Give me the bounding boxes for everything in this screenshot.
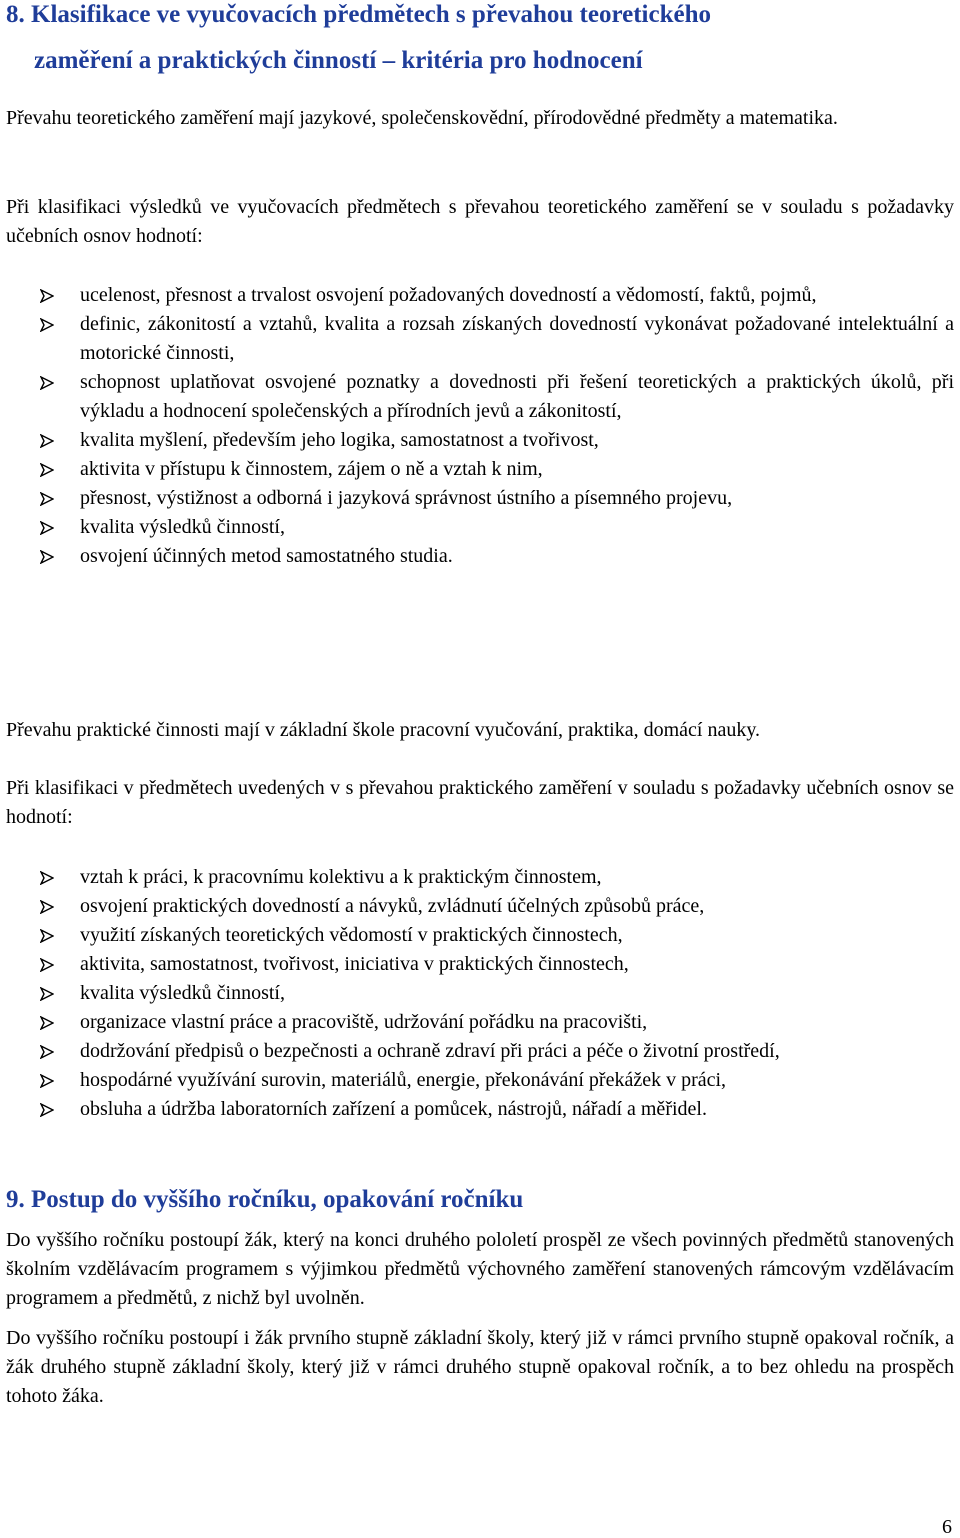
arrow-bullet-icon xyxy=(40,492,54,506)
theory-criteria-intro: Při klasifikaci výsledků ve vyučovacích předmětech s převahou teoretického zaměření se v souladu s požadavky učebních osnov hodnotí: xyxy=(6,196,954,247)
promotion-paragraph-1: Do vyššího ročníku postoupí žák, který na konci druhého pololetí prospěl ze všech povinných předmětů stanovených školním vzdělávacím programem s výjimkou předmětů výchovného zaměření stanovených rámcovým vzdělávacím programem a předmětů, z nichž byl uvolněn. xyxy=(6,1229,954,1309)
arrow-bullet-icon xyxy=(40,871,54,885)
page-number: 6 xyxy=(942,1516,952,1538)
theory-criteria-item-text: definic, zákonitostí a vztahů, kvalita a rozsah získaných dovedností vykonávat požadované intelektuální a motorické činnosti, xyxy=(80,313,954,364)
practical-criteria-item-text: osvojení praktických dovedností a návyků, zvládnutí účelných způsobů práce, xyxy=(80,895,705,917)
arrow-bullet-icon xyxy=(40,1074,54,1088)
theory-criteria-item xyxy=(0,542,960,571)
arrow-bullet-icon xyxy=(40,900,54,914)
section-8-heading xyxy=(6,0,711,38)
arrow-bullet-icon xyxy=(40,958,54,972)
theory-criteria-item xyxy=(0,513,960,542)
practical-criteria-item xyxy=(0,1037,960,1066)
theory-criteria-item xyxy=(0,484,960,513)
arrow-bullet-icon xyxy=(40,463,54,477)
section-9-title: Postup do vyššího ročníku, opakování ročníku xyxy=(31,1186,524,1213)
section-9-number: 9. xyxy=(6,1186,25,1213)
arrow-bullet-icon xyxy=(40,1045,54,1059)
practical-criteria-item-text: vztah k práci, k pracovnímu kolektivu a k praktickým činnostem, xyxy=(80,866,602,888)
theory-criteria-item-text: přesnost, výstižnost a odborná i jazyková správnost ústního a písemného projevu, xyxy=(80,487,733,509)
arrow-bullet-icon xyxy=(40,521,54,535)
arrow-bullet-icon xyxy=(40,1016,54,1030)
practical-criteria-list xyxy=(0,863,960,1124)
theory-criteria-item-text: ucelenost, přesnost a trvalost osvojení požadovaných dovedností a vědomostí, faktů, pojmů, xyxy=(80,284,817,306)
section-9-heading xyxy=(6,1177,523,1223)
theory-criteria-item-text: schopnost uplatňovat osvojené poznatky a dovednosti při řešení teoretických a praktických úkolů, při výkladu a hodnocení společenských a přírodních jevů a zákonitostí, xyxy=(80,371,954,422)
practical-criteria-item xyxy=(0,1095,960,1124)
theory-criteria-item xyxy=(0,368,960,426)
theory-criteria-item-text: kvalita myšlení, především jeho logika, samostatnost a tvořivost, xyxy=(80,429,599,451)
arrow-bullet-icon xyxy=(40,1103,54,1117)
practical-criteria-intro: Při klasifikaci v předmětech uvedených v s převahou praktického zaměření v souladu s požadavky učebních osnov se hodnotí: xyxy=(6,777,954,828)
practical-criteria-item xyxy=(0,950,960,979)
arrow-bullet-icon xyxy=(40,289,54,303)
theory-criteria-item xyxy=(0,310,960,368)
practical-intro-paragraph: Převahu praktické činnosti mají v základní škole pracovní vyučování, praktika, domácí nauky. xyxy=(6,719,761,741)
arrow-bullet-icon xyxy=(40,929,54,943)
theory-criteria-item xyxy=(0,455,960,484)
promotion-paragraph-2: Do vyššího ročníku postoupí i žák prvního stupně základní školy, který již v rámci prvního stupně opakoval ročník, a žák druhého stupně základní školy, který již v rámci druhého stupně opakoval ročník, a to bez ohledu na prospěch tohoto žáka. xyxy=(6,1327,954,1407)
theory-criteria-item xyxy=(0,426,960,455)
practical-criteria-item-text: aktivita, samostatnost, tvořivost, iniciativa v praktických činnostech, xyxy=(80,953,629,975)
practical-criteria-item-text: kvalita výsledků činností, xyxy=(80,982,285,1004)
theory-criteria-item xyxy=(0,281,960,310)
section-8-number: 8. xyxy=(6,1,25,28)
theory-criteria-item-text: kvalita výsledků činností, xyxy=(80,516,285,538)
arrow-bullet-icon xyxy=(40,318,54,332)
practical-criteria-item xyxy=(0,1066,960,1095)
arrow-bullet-icon xyxy=(40,550,54,564)
section-8-title-line1: Klasifikace ve vyučovacích předmětech s převahou teoretického xyxy=(31,1,711,28)
practical-criteria-item xyxy=(0,892,960,921)
arrow-bullet-icon xyxy=(40,987,54,1001)
practical-criteria-item-text: dodržování předpisů o bezpečnosti a ochraně zdraví při práci a péče o životní prostředí, xyxy=(80,1040,780,1062)
theory-criteria-item-text: osvojení účinných metod samostatného studia. xyxy=(80,545,453,567)
practical-criteria-item-text: obsluha a údržba laboratorních zařízení a pomůcek, nástrojů, nářadí a měřidel. xyxy=(80,1098,707,1120)
theory-criteria-list xyxy=(0,281,960,571)
arrow-bullet-icon xyxy=(40,434,54,448)
theory-intro-paragraph: Převahu teoretického zaměření mají jazykové, společenskovědní, přírodovědné předměty a matematika. xyxy=(6,107,838,129)
practical-criteria-item-text: hospodárné využívání surovin, materiálů, energie, překonávání překážek v práci, xyxy=(80,1069,727,1091)
practical-criteria-item xyxy=(0,1008,960,1037)
arrow-bullet-icon xyxy=(40,376,54,390)
theory-criteria-item-text: aktivita v přístupu k činnostem, zájem o ně a vztah k nim, xyxy=(80,458,543,480)
practical-criteria-item xyxy=(0,921,960,950)
practical-criteria-item xyxy=(0,979,960,1008)
practical-criteria-item-text: organizace vlastní práce a pracoviště, udržování pořádku na pracovišti, xyxy=(80,1011,648,1033)
practical-criteria-item-text: využití získaných teoretických vědomostí v praktických činnostech, xyxy=(80,924,623,946)
section-8-title-line2: zaměření a praktických činností – kritéria pro hodnocení xyxy=(34,47,643,74)
practical-criteria-item xyxy=(0,863,960,892)
